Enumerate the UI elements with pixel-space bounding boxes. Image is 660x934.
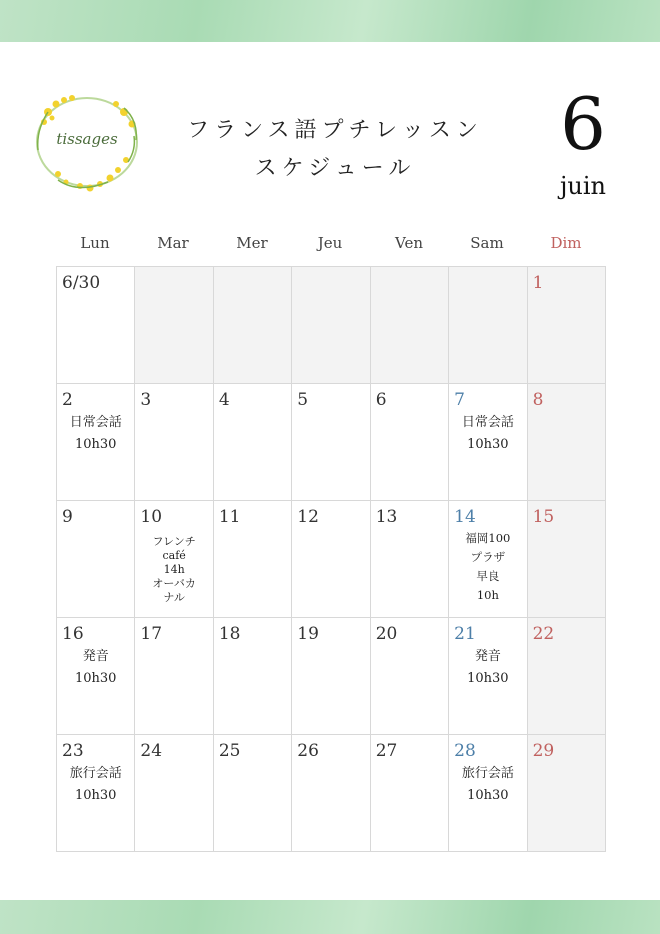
top-decor-band (0, 0, 660, 42)
event-line: café (162, 549, 186, 562)
day-number: 11 (218, 507, 241, 527)
event-line: 10h30 (467, 671, 509, 686)
calendar-day-cell (371, 735, 449, 852)
month-name: juin (559, 172, 607, 200)
day-number: 19 (297, 624, 319, 644)
calendar-day-cell (135, 267, 213, 384)
calendar-day-cell (528, 501, 606, 618)
day-number: 15 (532, 507, 555, 527)
event-text (449, 646, 526, 690)
event-line: ナル (163, 591, 185, 604)
title-line-1: フランス語プチレッスン (187, 118, 483, 143)
day-number: 23 (62, 741, 84, 761)
day-number: 1 (532, 273, 544, 293)
event-line: 旅行会話 (69, 766, 122, 781)
day-number: 27 (375, 741, 398, 761)
day-number: 10 (140, 507, 163, 527)
calendar-day-cell (57, 735, 135, 852)
day-number: 24 (140, 741, 163, 761)
event-text (57, 646, 134, 690)
day-number: 22 (532, 624, 555, 644)
event-line: プラザ (470, 550, 506, 564)
event-text (449, 763, 526, 807)
calendar-day-cell (449, 384, 527, 501)
event-text (449, 412, 526, 456)
calendar-day-cell (292, 501, 370, 618)
day-number: 6 (375, 390, 387, 410)
event-line: 発音 (474, 649, 501, 664)
calendar-day-cell (214, 735, 292, 852)
calendar-day-cell (371, 501, 449, 618)
weekday-label: Mer (236, 234, 268, 252)
day-number: 29 (532, 741, 555, 761)
month-number: 6 (560, 82, 606, 166)
calendar-day-cell (292, 735, 370, 852)
calendar-day-cell (214, 501, 292, 618)
event-line: 福岡100 (465, 531, 511, 545)
calendar-day-cell (135, 618, 213, 735)
event-line: 早良 (476, 569, 500, 583)
calendar-day-cell (57, 384, 135, 501)
event-line: オーバカ (152, 577, 196, 590)
day-number: 4 (218, 390, 230, 410)
event-line: 10h30 (467, 437, 509, 452)
calendar-day-cell (57, 267, 135, 384)
event-line: 14h (163, 563, 185, 576)
calendar-day-cell (528, 267, 606, 384)
event-text (57, 763, 134, 807)
title-line-2: スケジュール (254, 156, 416, 181)
day-number: 8 (532, 390, 544, 410)
event-line: 10h30 (74, 437, 117, 452)
day-number: 12 (297, 507, 319, 527)
day-number: 3 (140, 390, 152, 410)
calendar-day-cell (371, 618, 449, 735)
calendar-day-cell (449, 267, 527, 384)
calendar-day-cell (528, 735, 606, 852)
calendar-day-cell (214, 618, 292, 735)
calendar-day-cell (371, 384, 449, 501)
day-number: 17 (140, 624, 163, 644)
logo-text: tissages (56, 130, 118, 148)
calendar-day-cell (214, 384, 292, 501)
calendar-day-cell (135, 501, 213, 618)
event-text (57, 412, 134, 456)
day-number: 14 (454, 507, 476, 527)
event-line: 発音 (82, 649, 109, 664)
event-line: 日常会話 (69, 415, 122, 430)
day-number: 7 (454, 390, 465, 410)
event-line: 旅行会話 (461, 766, 514, 781)
calendar-day-cell (449, 735, 527, 852)
bottom-decor-band (0, 900, 660, 934)
mimosa-wreath-logo (28, 90, 146, 195)
day-number: 6/30 (62, 273, 101, 293)
calendar-day-cell (292, 384, 370, 501)
weekday-label-sunday: Dim (550, 234, 582, 252)
day-number: 2 (62, 390, 73, 410)
calendar-day-cell (528, 384, 606, 501)
weekday-label: Jeu (317, 234, 343, 252)
calendar-day-cell (135, 735, 213, 852)
day-number: 20 (375, 624, 398, 644)
calendar-day-cell (214, 267, 292, 384)
day-number: 26 (297, 741, 319, 761)
weekday-label: Lun (80, 234, 110, 252)
calendar-day-cell (449, 618, 527, 735)
day-number: 5 (297, 390, 309, 410)
event-line: 10h30 (74, 671, 117, 686)
calendar-day-cell (292, 618, 370, 735)
weekday-label: Mar (157, 234, 189, 252)
event-text (449, 529, 526, 605)
calendar-day-cell (292, 267, 370, 384)
calendar-grid (56, 266, 606, 852)
event-line: 日常会話 (461, 415, 514, 430)
day-number: 16 (62, 624, 84, 644)
day-number: 9 (62, 507, 73, 527)
day-number: 28 (454, 741, 476, 761)
page-title (150, 112, 520, 188)
calendar-day-cell (57, 501, 135, 618)
calendar-day-cell (135, 384, 213, 501)
calendar-day-cell (449, 501, 527, 618)
event-line: 10h30 (467, 788, 509, 803)
day-number: 13 (375, 507, 398, 527)
calendar-day-cell (371, 267, 449, 384)
weekday-label: Sam (470, 234, 504, 252)
event-line: 10h30 (74, 788, 117, 803)
calendar-day-cell (528, 618, 606, 735)
day-number: 21 (454, 624, 476, 644)
event-line: 10h (476, 588, 499, 602)
day-number: 25 (218, 741, 241, 761)
event-line: フレンチ (152, 535, 196, 548)
calendar-day-cell (57, 618, 135, 735)
day-number: 18 (218, 624, 241, 644)
weekday-label: Ven (395, 234, 423, 252)
event-text (135, 535, 212, 605)
